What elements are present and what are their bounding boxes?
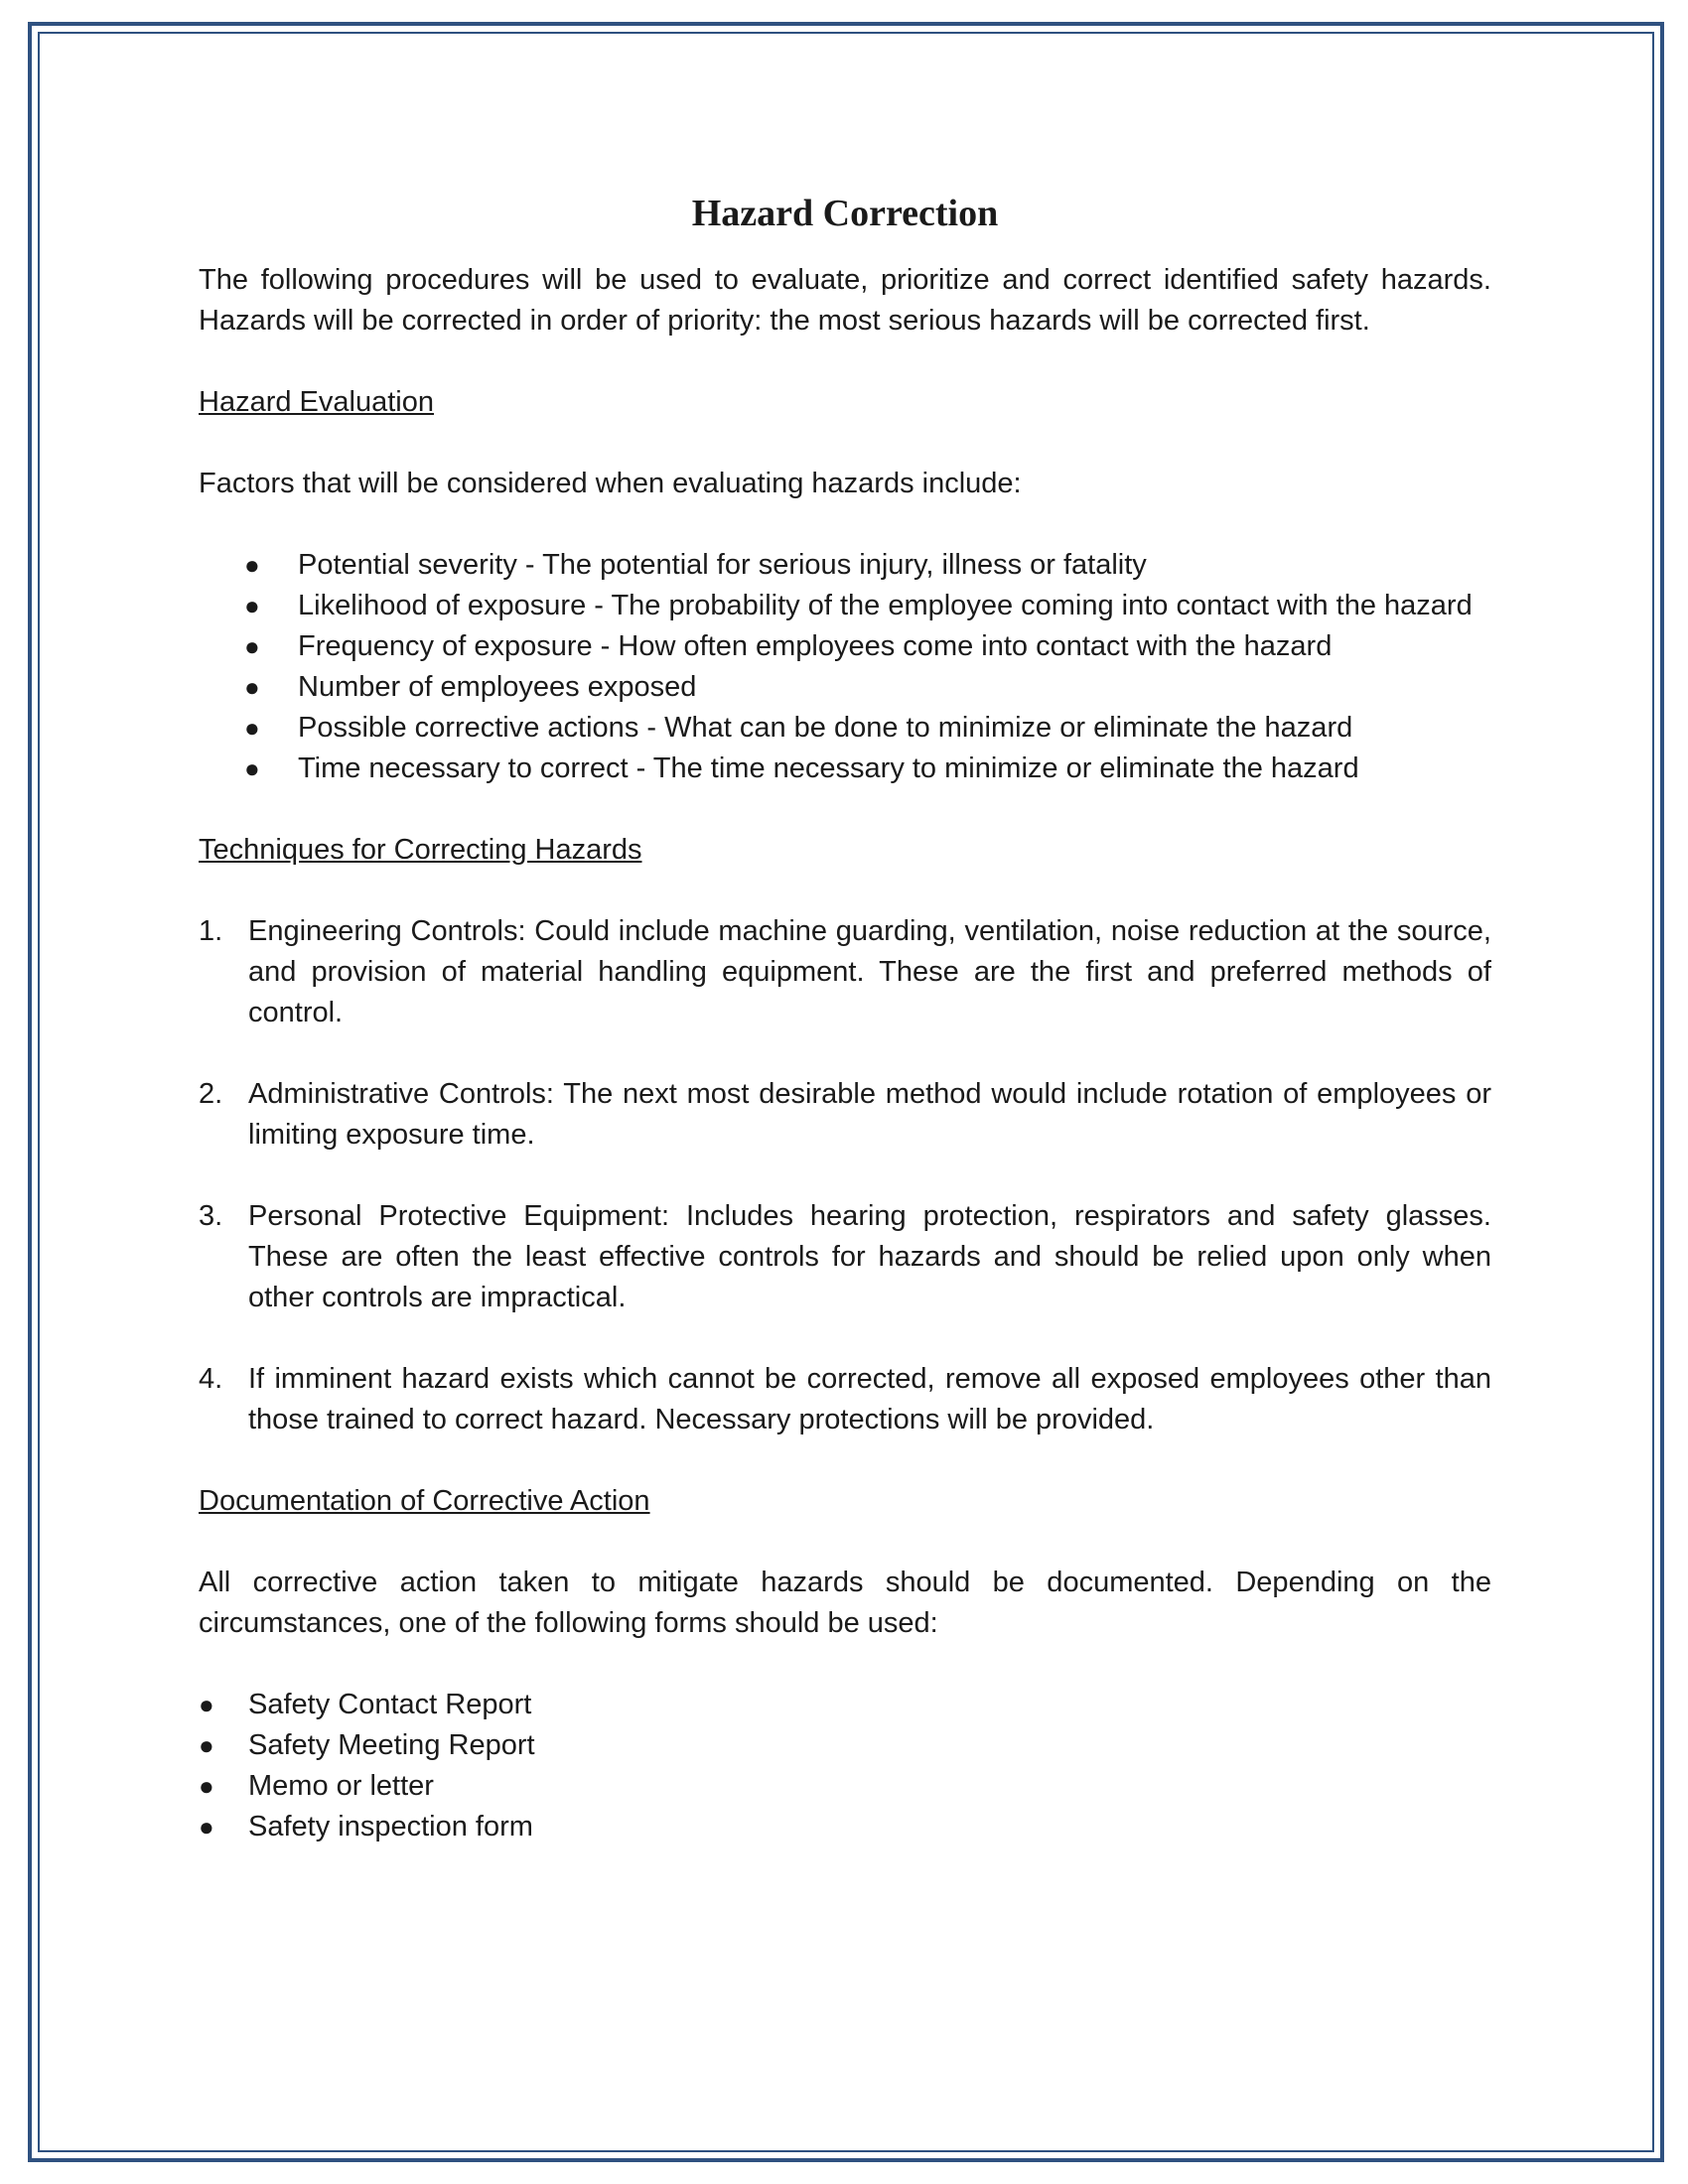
bullet-icon: ● [244, 631, 260, 661]
list-item: 2. Administrative Controls: The next most desirable method would include rotation of employees or limiting exposure time. [199, 1074, 1491, 1156]
list-item: ● Likelihood of exposure - The probability of the employee coming into contact with the hazard [199, 586, 1491, 626]
list-item: 4. If imminent hazard exists which cannot be corrected, remove all exposed employees other than those trained to correct hazard. Necessary protections will be provided. [199, 1359, 1491, 1440]
section-heading-techniques: Techniques for Correcting Hazards [199, 834, 642, 866]
list-number: 1. [199, 915, 223, 947]
list-item: ● Safety inspection form [199, 1807, 1491, 1847]
section-heading-documentation: Documentation of Corrective Action [199, 1485, 650, 1517]
section-heading-evaluation: Hazard Evaluation [199, 386, 434, 418]
list-item: 3. Personal Protective Equipment: Includes hearing protection, respirators and safety glasses. These are often the least effective controls for hazards and should be relied upon only when other controls are impractical. [199, 1196, 1491, 1318]
list-number: 3. [199, 1200, 223, 1232]
techniques-list [199, 911, 1491, 1440]
list-item: ● Memo or letter [199, 1766, 1491, 1807]
documentation-form-list [199, 1685, 1491, 1847]
list-item: ● Time necessary to correct - The time necessary to minimize or eliminate the hazard [199, 749, 1491, 789]
list-number: 2. [199, 1078, 223, 1110]
list-item: 1. Engineering Controls: Could include machine guarding, ventilation, noise reduction at the source, and provision of material handling equipment. These are the first and preferred methods of control. [199, 911, 1491, 1033]
page-title: Hazard Correction [691, 193, 999, 234]
evaluation-lead: Factors that will be considered when evaluating hazards include: [199, 468, 1022, 499]
bullet-icon: ● [199, 1771, 214, 1801]
documentation-lead: All corrective action taken to mitigate hazards should be documented. Depending on the circumstances, one of the following forms should be used: [199, 1567, 1491, 1639]
list-item: ● Safety Contact Report [199, 1685, 1491, 1725]
bullet-icon: ● [244, 550, 260, 580]
document-body [199, 189, 1491, 1847]
bullet-icon: ● [244, 713, 260, 743]
bullet-icon: ● [199, 1690, 214, 1719]
list-item: ● Potential severity - The potential for serious injury, illness or fatality [199, 545, 1491, 586]
bullet-icon: ● [199, 1812, 214, 1842]
evaluation-factor-list [199, 545, 1491, 789]
intro-paragraph: The following procedures will be used to evaluate, prioritize and correct identified safety hazards. Hazards will be corrected in order of priority: the most serious hazards will be corrected first. [199, 264, 1491, 337]
list-item: ● Frequency of exposure - How often employees come into contact with the hazard [199, 626, 1491, 667]
bullet-icon: ● [244, 591, 260, 620]
bullet-icon: ● [244, 672, 260, 702]
list-item: ● Number of employees exposed [199, 667, 1491, 708]
bullet-icon: ● [244, 753, 260, 783]
list-item: ● Safety Meeting Report [199, 1725, 1491, 1766]
list-number: 4. [199, 1363, 223, 1395]
bullet-icon: ● [199, 1730, 214, 1760]
list-item: ● Possible corrective actions - What can be done to minimize or eliminate the hazard [199, 708, 1491, 749]
